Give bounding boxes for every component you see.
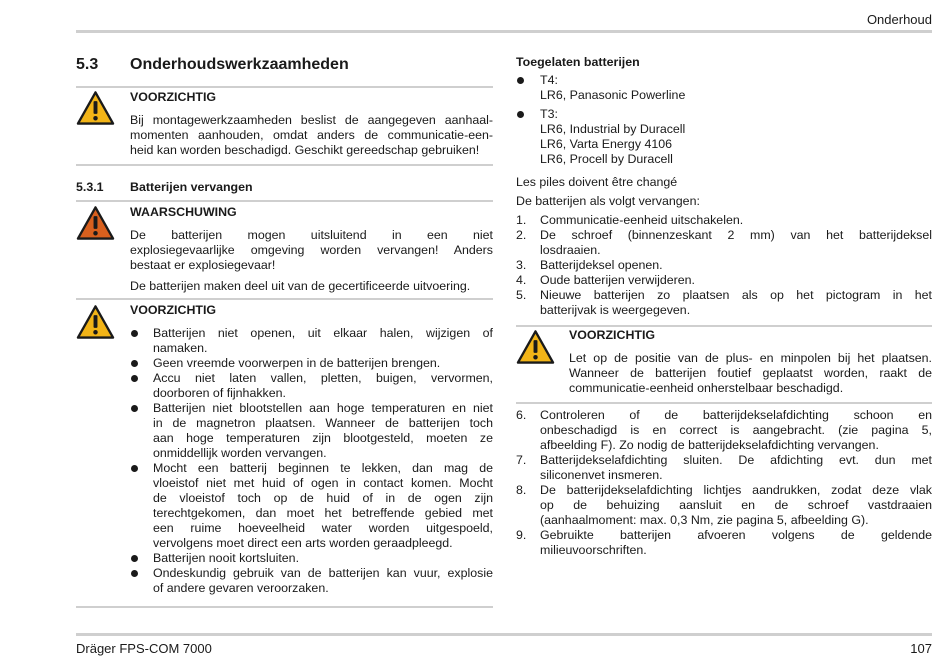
warning-title: WAARSCHUWING <box>130 205 237 219</box>
running-header: Onderhoud <box>866 12 932 27</box>
caution-title: VOORZICHTIG <box>130 303 217 317</box>
steps-list <box>516 408 932 558</box>
divider <box>76 298 493 300</box>
list-item: 2. De schroef (binnenzeskant 2 mm) van het batterijdeksel losdraaien. <box>516 228 932 257</box>
list-item: 8. De batterijdekselafdichting lichtjes aandrukken, zodat deze vlak op de behuizing aansluit en de schroef vastdraaien (aanhaalmoment: max. 0,3 Nm, zie pagina 5, afbeelding G). <box>516 483 932 527</box>
list-item: Ondeskundig gebruik van de batterijen kan vuur, explosie of andere gevaren veroorzaken. <box>130 566 493 596</box>
list-item: T4: LR6, Panasonic Powerline <box>516 73 916 103</box>
caution-text: Let op de positie van de plus- en minpolen bij het plaatsen. Wanneer de batterijen foutief geplaatst worden, raakt de communicatie-eenheid onherstelbaar beschadigd. <box>569 351 932 395</box>
subsection-title: Batterijen vervangen <box>130 180 253 194</box>
caution-triangle-icon <box>516 329 555 365</box>
caution-title: VOORZICHTIG <box>569 328 656 342</box>
caution-text: Bij montagewerkzaamheden beslist de aangegeven aanhaal- momenten aanhouden, omdat anders de communicatie-een- heid kan worden beschadigd. Geschikt gereedschap gebruiken! <box>130 113 493 157</box>
list-item: Mocht een batterij beginnen te lekken, dan mag de vloeistof niet met huid of ogen in contact komen. Mocht de vloeistof toch op de huid of in de ogen zijn terechtgekomen, dan moet het betreffende gebied met een ruime hoeveelheid water worden uitgespoeld, vervolgens moet direct een arts worden geraadpleegd. <box>130 461 493 551</box>
battery-heading: Toegelaten batterijen <box>516 55 640 69</box>
subsection-number: 5.3.1 <box>76 180 104 194</box>
list-item: 4. Oude batterijen verwijderen. <box>516 273 695 287</box>
footer-product: Dräger FPS-COM 7000 <box>76 641 212 656</box>
list-item: Batterijen nooit kortsluiten. <box>130 551 493 566</box>
section-number: 5.3 <box>76 56 99 73</box>
divider <box>516 402 932 404</box>
french-note: Les piles doivent être changé <box>516 175 678 189</box>
footer-rule <box>76 633 932 636</box>
warning-triangle-icon <box>76 205 115 241</box>
steps-intro: De batterijen als volgt vervangen: <box>516 194 700 208</box>
list-item: 7. Batterijdekselafdichting sluiten. De afdichting evt. dun met siliconenvet insmeren. <box>516 453 932 482</box>
divider <box>76 164 493 166</box>
warning-text: De batterijen mogen uitsluitend in een niet explosiegevaarlijke omgeving worden vervangen! Anders bestaat er explosiegevaar! De batterijen maken deel uit van de gecertificeerde uitvoering. <box>130 228 493 293</box>
list-item: 9. Gebruikte batterijen afvoeren volgens de geldende milieuvoorschriften. <box>516 528 932 557</box>
divider <box>76 200 493 202</box>
caution-triangle-icon <box>76 304 115 340</box>
list-item: Geen vreemde voorwerpen in de batterijen brengen. <box>130 356 493 371</box>
warning-note: De batterijen maken deel uit van de gecertificeerde uitvoering. <box>130 279 471 293</box>
steps-list <box>516 213 932 318</box>
divider <box>76 606 493 608</box>
list-item: 1. Communicatie-eenheid uitschakelen. <box>516 213 744 227</box>
battery-list <box>516 73 916 167</box>
page-number: 107 <box>910 641 932 656</box>
section-title: Onderhoudswerkzaamheden <box>130 56 349 73</box>
caution-title: VOORZICHTIG <box>130 90 217 104</box>
list-item: 6. Controleren of de batterijdekselafdichting schoon en onbeschadigd is en correct is aangebracht. (zie pagina 5, afbeelding F). Zo nodig de batterijdekselafdichting vervangen. <box>516 408 932 452</box>
divider <box>76 86 493 88</box>
list-item: Batterijen niet blootstellen aan hoge temperaturen en niet in de magnetron plaatsen. Wanneer de batterijen toch aan hoge temperaturen zijn blootgesteld, moeten ze onmiddellijk worden vervangen. <box>130 401 493 461</box>
list-item: T3: LR6, Industrial by Duracell LR6, Varta Energy 4106 LR6, Procell by Duracell <box>516 107 916 167</box>
list-item: Accu niet laten vallen, pletten, buigen, vervormen, doorboren of fijnhakken. <box>130 371 493 401</box>
list-item: 5. Nieuwe batterijen zo plaatsen als op het pictogram in het batterijvak is weergegeven. <box>516 288 932 317</box>
header-rule <box>76 30 932 33</box>
list-item: Batterijen niet openen, uit elkaar halen, wijzigen of namaken. <box>130 326 493 356</box>
precaution-list <box>130 326 493 596</box>
list-item: 3. Batterijdeksel openen. <box>516 258 663 272</box>
divider <box>516 325 932 327</box>
caution-triangle-icon <box>76 90 115 126</box>
